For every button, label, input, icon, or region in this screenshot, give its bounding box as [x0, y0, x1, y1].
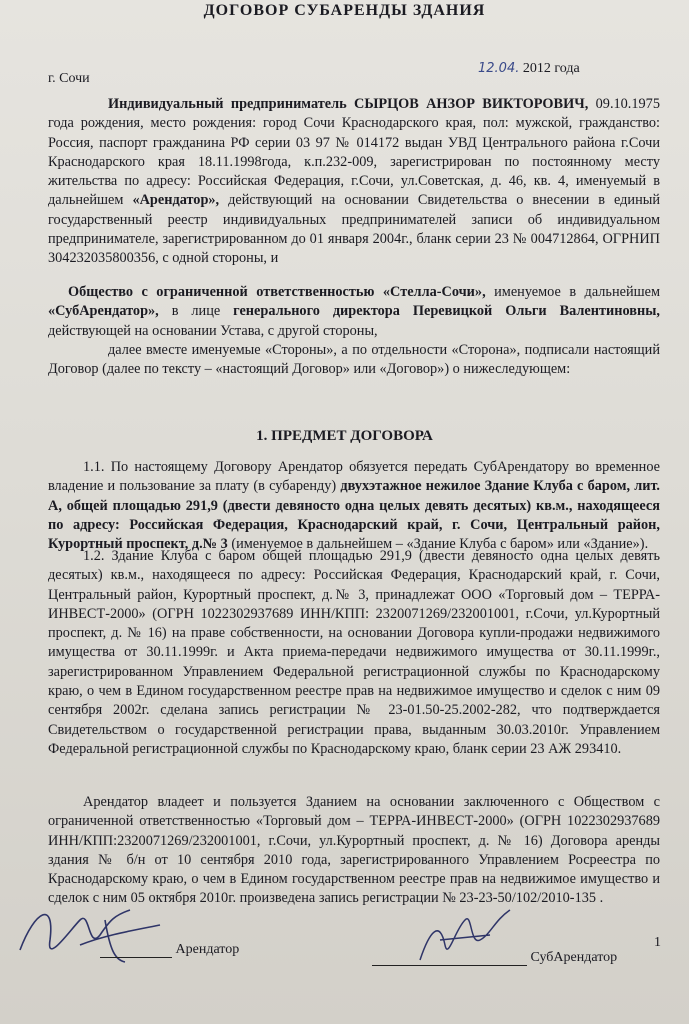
- clause-1-1-object: двухэтажное нежилое Здание Клуба с баром, лит. А, общей площадью 291,9 (двести девяносто одна целых девять десятых) кв.м., находящееся по адресу: Российская Федерация, Краснодарский край, г. Сочи, Центральный район, Курортный проспект, д.№ 3: [48, 478, 661, 553]
- sublessee-text-2: в лице: [171, 303, 221, 320]
- clause-1-1-text-a: 1.1. По настоящему Договору Арендатор обязуется передать СубАрендатору во временное владение и пользование за плату (в субаренду): [48, 459, 660, 495]
- section-heading: 1. ПРЕДМЕТ ДОГОВОРА: [256, 428, 433, 444]
- date-year: 2012 года: [522, 61, 580, 76]
- clause-1-3: Арендатор владеет и пользуется Зданием на основании заключенного с Обществом с ограниченной ответственностью «Торговый дом – ТЕРРА-ИНВЕСТ-2000» (ОГРН 1022302937689 ИНН/КПП:2320071269/232001001, г.Сочи, ул.Курортный проспект, д. № 16) Договора аренды здания № б/н от 10 сентября 2010 года, зарегистрированного Управлением Росреестра по Краснодарскому краю, о чем в Едином государственном реестре прав на недвижимое имущество и сделок с ним 05 октября 2010г. произведена запись регистрации № 23-23-50/102/2010-135 .: [48, 794, 660, 907]
- clause-1-2: 1.2. Здание Клуба с баром общей площадью 291,9 (двести девяносто одна целых девять десятых) кв.м., находящееся по адресу: Российская Федерация, Краснодарский край, г. Сочи, Центральный район, Курортный проспект, д.№ 3, принадлежат ООО «Торговый дом – ТЕРРА-ИНВЕСТ-2000» (ОГРН 1022302937689 ИНН/КПП: 2320071269/232001001, г.Сочи, ул.Курортный проспект, д. № 16) на праве собственности, на основании Договора купли-продажи недвижимого имущества от 30.11.1999г. и Акта приема-передачи недвижимого имущества от 30.11.1999г., зарегистрированном Управлением Федеральной регистрационной службы по Краснодарскому краю, о чем в Едином государственном реестре прав на недвижимое имущество и сделок с ним 09 сентября 2002г. сделана запись регистрации № 23-01.50-25.2002-282, что подтверждается Свидетельством о государственной регистрации права, выданным 30.03.2010г. Управлением Федеральной регистрационной службы по Краснодарскому краю, бланк серии 23 АЖ 293410.: [48, 548, 660, 757]
- sublessee-director: генерального директора Перевицкой Ольги Валентиновны,: [233, 303, 660, 320]
- lessor-role: «Арендатор»,: [132, 192, 220, 209]
- sublessee-role: «СубАрендатор»,: [48, 303, 159, 320]
- lessor-details: 09.10.1975 года рождения, место рождения: город Сочи Краснодарского края, пол: мужской, гражданство: Россия, паспорт гражданина РФ серии 03 97 № 014172 выдан УВД Центрального района г.Сочи Краснодарского края 18.11.1998года, к.п.232-009, зарегистрирован по постоянному месту жительства по адресу: Российская Федерация, г.Сочи, ул.Советская, д. 46, кв. 4, именуемый в дальнейшем: [48, 96, 660, 209]
- clause-1-1: [48, 458, 660, 554]
- document-title: ДОГОВОР СУБАРЕНДЫ ЗДАНИЯ: [203, 2, 486, 19]
- party-lessor-paragraph: [48, 95, 660, 269]
- handwritten-date: 12.04.: [478, 61, 520, 76]
- lessor-signature-line: [100, 942, 239, 958]
- party-sublessee-paragraph: [48, 283, 660, 341]
- lessor-name: СЫРЦОВ АНЗОР ВИКТОРОВИЧ,: [354, 96, 589, 112]
- signature-underline: [372, 965, 527, 966]
- city: г. Сочи: [48, 71, 90, 86]
- sublessee-text-1: именуемое в дальнейшем: [494, 284, 660, 300]
- page-number: 1: [654, 935, 661, 950]
- lessor-lead: Индивидуальный предприниматель: [108, 96, 347, 112]
- parties-definition-paragraph: далее вместе именуемые «Стороны», а по отдельности «Сторона», подписали настоящий Договор (далее по тексту – «настоящий Договор» или «Договор») о нижеследующем:: [48, 342, 660, 378]
- lessor-signature-label: Арендатор: [175, 942, 240, 957]
- lessor-signature: [10, 890, 180, 970]
- sublessee-org-name: «Стелла-Сочи»,: [382, 284, 486, 300]
- clause-1-1-text-c: (именуемое в дальнейшем – «Здание Клуба с баром» или «Здание»).: [231, 536, 649, 553]
- sublessee-text-3: действующей на основании Устава, с другой стороны,: [48, 322, 378, 339]
- sublessee-signature-label: СубАрендатор: [530, 950, 618, 965]
- sublessee-signature-line: [372, 950, 617, 966]
- signature-underline: [100, 957, 172, 958]
- contract-date: [478, 61, 580, 77]
- lessor-basis: действующий на основании Свидетельства о внесении в единый государственный реестр индивидуальных предпринимателей записи об индивидуальном предпринимателе, зарегистрированном до 01 января 2004г., бланк серии 23 № 004712864, ОГРНИП 304232035800356, с одной стороны, и: [48, 192, 660, 267]
- sublessee-org: Общество с ограниченной ответственностью: [68, 284, 375, 300]
